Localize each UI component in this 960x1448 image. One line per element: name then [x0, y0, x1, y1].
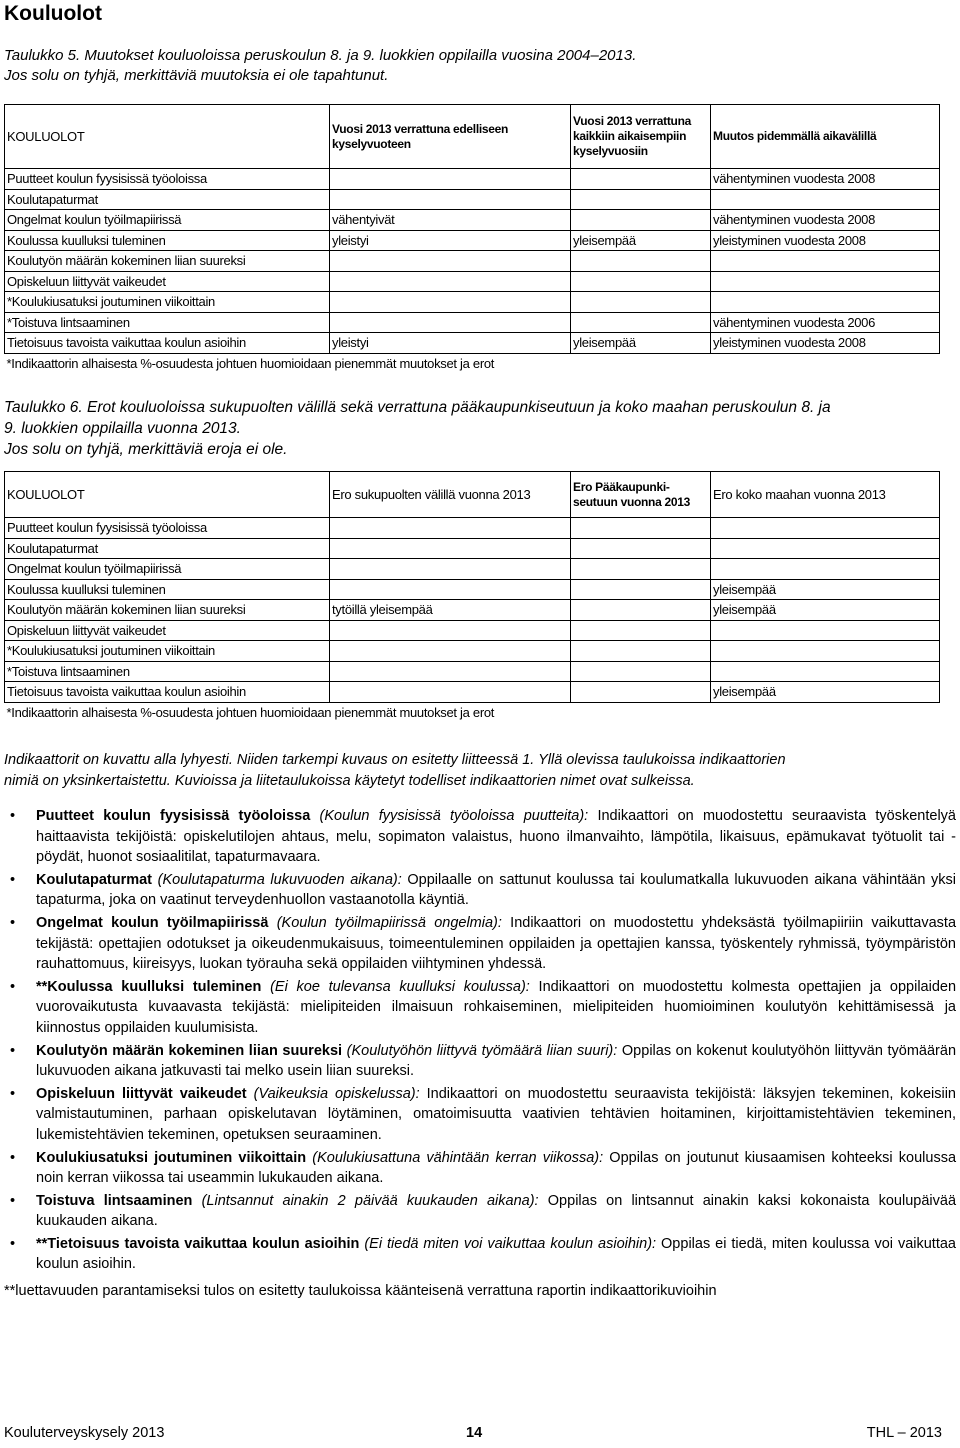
table-cell: *Toistuva lintsaaminen [5, 312, 330, 333]
table-cell: Tietoisuus tavoista vaikuttaa koulun asioihin [5, 682, 330, 703]
definition-text: Oppilaalle on sattunut koulussa tai koulumatkalla lukuvuoden aikana vähintään yksi tapaturma, joka on vaatinut terveydenhuollon vastaanotolla käyntiä. [36, 871, 957, 909]
table1-caption [4, 46, 636, 86]
table-cell: yleistyminen vuodesta 2008 [711, 333, 940, 354]
table-row [5, 189, 940, 210]
table1-header-cell: Vuosi 2013 verrattuna kaikkiin aikaisempiin kyselyvuosiin [571, 105, 711, 169]
table-cell [330, 292, 571, 313]
table-cell [711, 189, 940, 210]
table-row [5, 312, 940, 333]
table-cell: yleistyi [330, 333, 571, 354]
table-row [5, 210, 940, 231]
footer-left: Kouluterveyskysely 2013 [4, 1425, 165, 1441]
table-row [5, 518, 940, 539]
table-cell [330, 620, 571, 641]
table-row [5, 559, 940, 580]
definition-alias: (Koulun fyysisissä työoloissa puutteita): [319, 808, 589, 824]
table-cell [330, 169, 571, 190]
intro-line: nimiä on yksinkertaistettu. Kuvioissa ja liitetaulukoissa käytetyt todelliset indikaattorien nimet ovat sulkeissa. [4, 772, 695, 789]
table-cell [711, 641, 940, 662]
definition-item [4, 977, 956, 1039]
table-cell: yleisempää [571, 333, 711, 354]
definition-name: **Tietoisuus tavoista vaikuttaa koulun asioihin [36, 1235, 360, 1252]
table-cell [330, 189, 571, 210]
table-cell: vähentyivät [330, 210, 571, 231]
table1-header-row [5, 105, 940, 169]
table-cell [571, 538, 711, 559]
definition-name: **Koulussa kuulluksi tuleminen [36, 978, 262, 995]
table2-header-cell: Ero Pääkaupunki- seutuun vuonna 2013 [571, 472, 711, 518]
table-cell [571, 661, 711, 682]
table-cell [571, 251, 711, 272]
table-cell [330, 538, 571, 559]
table-cell [571, 210, 711, 231]
table-cell: Ongelmat koulun työilmapiirissä [5, 210, 330, 231]
table-cell: vähentyminen vuodesta 2006 [711, 312, 940, 333]
table-row [5, 579, 940, 600]
table2 [4, 471, 940, 722]
table2-header-cell: Ero sukupuolten välillä vuonna 2013 [330, 472, 571, 518]
table-cell: yleistyminen vuodesta 2008 [711, 230, 940, 251]
definition-name: Koulutapaturmat [36, 871, 152, 888]
table-cell: Koulutapaturmat [5, 538, 330, 559]
table-cell [571, 641, 711, 662]
table-cell: Koulutyön määrän kokeminen liian suureksi [5, 251, 330, 272]
table-row [5, 538, 940, 559]
table-cell [330, 312, 571, 333]
table-cell [711, 251, 940, 272]
definition-name: Koulukiusatuksi joutuminen viikoittain [36, 1149, 307, 1166]
table2-header-cell: Ero koko maahan vuonna 2013 [711, 472, 940, 518]
bullet-icon: • [10, 1235, 16, 1252]
definition-alias: (Lintsannut ainakin 2 päivää kuukauden aikana): [201, 1192, 539, 1209]
table-row [5, 251, 940, 272]
table-cell [571, 518, 711, 539]
table-row [5, 641, 940, 662]
table-cell: Puutteet koulun fyysisissä työoloissa [5, 518, 330, 539]
table-cell [571, 271, 711, 292]
definition-alias: (Ei koe tulevansa kuulluksi koulussa): [270, 978, 530, 995]
intro-text [4, 750, 956, 791]
definition-text: Indikaattori on muodostettu yhdeksästä työilmapiiriin vaikuttavasta tekijästä: opettajien odotukset ja oikeudenmukaisuus, toimeentuleminen oppilaiden ja opettajien kanssa, työskentely ryhmissä, työympäristön rauhattomuus, kiireisyys, luokan työrauha sekä oppilaiden viihtyminen yhdessä. [36, 914, 957, 973]
table-cell: yleisempää [711, 682, 940, 703]
definition-name: Koulutyön määrän kokeminen liian suureksi [36, 1042, 343, 1059]
table-cell [330, 251, 571, 272]
definition-alias: (Koulun työilmapiirissä ongelmia): [276, 914, 502, 931]
definition-text: Oppilas on joutunut kiusaamisen kohteeksi koulussa noin kerran viikossa tai useammin lukukauden aikana. [36, 1149, 957, 1187]
table1-header-cell: KOULUOLOT [5, 105, 330, 169]
bullet-icon: • [10, 808, 16, 824]
table-cell: yleisempää [711, 579, 940, 600]
bullet-icon: • [10, 1042, 16, 1059]
table-cell [571, 189, 711, 210]
table-cell: vähentyminen vuodesta 2008 [711, 210, 940, 231]
bullet-icon: • [10, 1192, 16, 1209]
bullet-icon: • [10, 1085, 16, 1102]
table-cell [571, 559, 711, 580]
bullet-icon: • [10, 1149, 16, 1166]
table-cell: *Toistuva lintsaaminen [5, 661, 330, 682]
definition-item [4, 1148, 956, 1189]
table-row [5, 333, 940, 354]
page-number: 14 [466, 1425, 483, 1441]
definition-item [4, 913, 956, 975]
footer-right: THL – 2013 [866, 1425, 942, 1441]
bullet-icon: • [10, 978, 16, 995]
table2-caption-line: Jos solu on tyhjä, merkittäviä eroja ei ole. [4, 441, 288, 458]
table-cell: Koulussa kuulluksi tuleminen [5, 579, 330, 600]
table-cell: yleisempää [571, 230, 711, 251]
table-cell [711, 518, 940, 539]
definition-name: Toistuva lintsaaminen [36, 1192, 193, 1209]
table-cell [711, 661, 940, 682]
definition-item [4, 1234, 956, 1275]
table-cell [330, 682, 571, 703]
definition-alias: (Koulutapaturma lukuvuoden aikana): [157, 871, 402, 888]
definition-alias: (Koulukiusattuna vähintään kerran viikossa): [312, 1149, 604, 1166]
table-cell: Opiskeluun liittyvät vaikeudet [5, 271, 330, 292]
table-cell [571, 682, 711, 703]
table-row [5, 661, 940, 682]
table-cell: *Koulukiusatuksi joutuminen viikoittain [5, 641, 330, 662]
definition-item [4, 870, 956, 911]
table-cell [711, 559, 940, 580]
table2-header-row [5, 472, 940, 518]
bullet-icon: • [10, 914, 16, 931]
definition-text: Indikaattori on muodostettu kolmesta opettajien ja oppilaiden vuorovaikutusta kuvaavasta tekijästä: mielipiteiden ilmaisuun rohkaiseminen, mielipiteiden huomioiminen koulutyön kehittämisessä ja kiinnostus oppilaiden kuulumisista. [36, 978, 957, 1036]
table1-header-cell: Muutos pidemmällä aikavälillä [711, 105, 940, 169]
table-cell [330, 641, 571, 662]
table-cell [711, 292, 940, 313]
table-cell [571, 292, 711, 313]
table-cell: yleisempää [711, 600, 940, 621]
table-row [5, 600, 940, 621]
intro-line: Indikaattorit on kuvattu alla lyhyesti. Niiden tarkempi kuvaus on esitetty liitteessä 1. Yllä olevissa taulukoissa indikaattorien [4, 752, 786, 768]
table1-caption-line: Taulukko 5. Muutokset kouluoloissa peruskoulun 8. ja 9. luokkien oppilailla vuosina 2004–2013. [4, 47, 637, 64]
definition-text: Oppilas on lintsannut ainakin kaksi kokonaista koulupäivää kuukauden aikana. [36, 1192, 957, 1230]
definition-item [4, 806, 956, 868]
table-row [5, 271, 940, 292]
table-row [5, 620, 940, 641]
table2-caption-line: Taulukko 6. Erot kouluoloissa sukupuolten välillä sekä verrattuna pääkaupunkiseutuun ja koko maahan peruskoulun 8. ja [4, 399, 831, 416]
table-cell: Koulutyön määrän kokeminen liian suureksi [5, 600, 330, 621]
table2-note-row [5, 702, 940, 722]
definition-item [4, 1041, 956, 1082]
table-cell: *Koulukiusatuksi joutuminen viikoittain [5, 292, 330, 313]
table-row [5, 230, 940, 251]
table-cell: Puutteet koulun fyysisissä työoloissa [5, 169, 330, 190]
table-cell: Ongelmat koulun työilmapiirissä [5, 559, 330, 580]
table2-header-cell: KOULUOLOT [5, 472, 330, 518]
definition-text: Oppilas ei tiedä, miten koulussa voi vaikuttaa koulun asioihin. [36, 1235, 956, 1273]
definition-alias: (Ei tiedä miten voi vaikuttaa koulun asioihin): [364, 1235, 657, 1252]
table-row [5, 682, 940, 703]
definition-text: Indikaattori on muodostettu seuraavista tekijöistä: läksyjen tekeminen, kokeisiin valmistautuminen, parhaan opiskelutavan löytäminen, omatoimisuutta vaativien tehtävien hoitaminen, kirjoittamistehtävien tekeminen, lukemistehtävien tekeminen, opetuksen seuraaminen. [36, 1085, 956, 1143]
table-cell: Tietoisuus tavoista vaikuttaa koulun asioihin [5, 333, 330, 354]
table1-note-row [5, 353, 940, 373]
table-cell [571, 169, 711, 190]
table-cell: tytöillä yleisempää [330, 600, 571, 621]
table2-caption [4, 397, 956, 460]
table-cell: Opiskeluun liittyvät vaikeudet [5, 620, 330, 641]
definition-alias: (Vaikeuksia opiskelussa): [253, 1085, 420, 1102]
indicator-definitions [4, 806, 956, 1277]
table-cell: yleistyi [330, 230, 571, 251]
definition-item [4, 1191, 956, 1232]
table-cell [330, 271, 571, 292]
table-cell [330, 579, 571, 600]
table-cell [571, 600, 711, 621]
table-cell: vähentyminen vuodesta 2008 [711, 169, 940, 190]
table-cell [711, 271, 940, 292]
definition-text: Oppilas on kokenut koulutyöhön liittyvän työmäärän lukuvuoden aikana jatkuvasti tai melko usein liian suureksi. [36, 1042, 957, 1080]
bullet-icon: • [10, 871, 16, 888]
closing-note: **luettavuuden parantamiseksi tulos on esitetty taulukoissa käänteisenä verrattuna raportin indikaattorikuvioihin [4, 1283, 717, 1299]
definition-name: Opiskeluun liittyvät vaikeudet [36, 1085, 247, 1102]
table-cell: Koulussa kuulluksi tuleminen [5, 230, 330, 251]
table-cell: Koulutapaturmat [5, 189, 330, 210]
table2-note: *Indikaattorin alhaisesta %-osuudesta johtuen huomioidaan pienemmät muutokset ja erot [6, 704, 495, 720]
table-cell [711, 620, 940, 641]
definition-name: Ongelmat koulun työilmapiirissä [36, 914, 269, 931]
table-cell [330, 518, 571, 539]
table-cell [571, 312, 711, 333]
table-row [5, 292, 940, 313]
definition-alias: (Koulutyöhön liittyvä työmäärä liian suuri): [346, 1042, 618, 1059]
table-cell [571, 620, 711, 641]
page-title: Kouluolot [4, 2, 102, 25]
table-row [5, 169, 940, 190]
table1-note: *Indikaattorin alhaisesta %-osuudesta johtuen huomioidaan pienemmät muutokset ja erot [6, 355, 495, 371]
definition-item [4, 1084, 956, 1146]
table-cell [330, 559, 571, 580]
table1-header-cell: Vuosi 2013 verrattuna edelliseen kyselyvuoteen [330, 105, 571, 169]
table-cell [571, 579, 711, 600]
table2-caption-line: 9. luokkien oppilailla vuonna 2013. [4, 420, 241, 437]
definition-text: Indikaattori on muodostettu seuraavista työskentelyä haittaavista tekijöistä: opiskelutilojen ahtaus, melu, sopimaton valaistus, huono ilmanvaihto, lämpötila, likaisuus, epämukavat työtuolit tai -pöydät, huonot sosiaalitilat, tapaturmavaara. [36, 808, 956, 866]
table-cell [711, 538, 940, 559]
table1-caption-line: Jos solu on tyhjä, merkittäviä muutoksia ei ole tapahtunut. [4, 67, 389, 84]
definition-name: Puutteet koulun fyysisissä työoloissa [36, 808, 311, 824]
table1 [4, 104, 940, 373]
table-cell [330, 661, 571, 682]
